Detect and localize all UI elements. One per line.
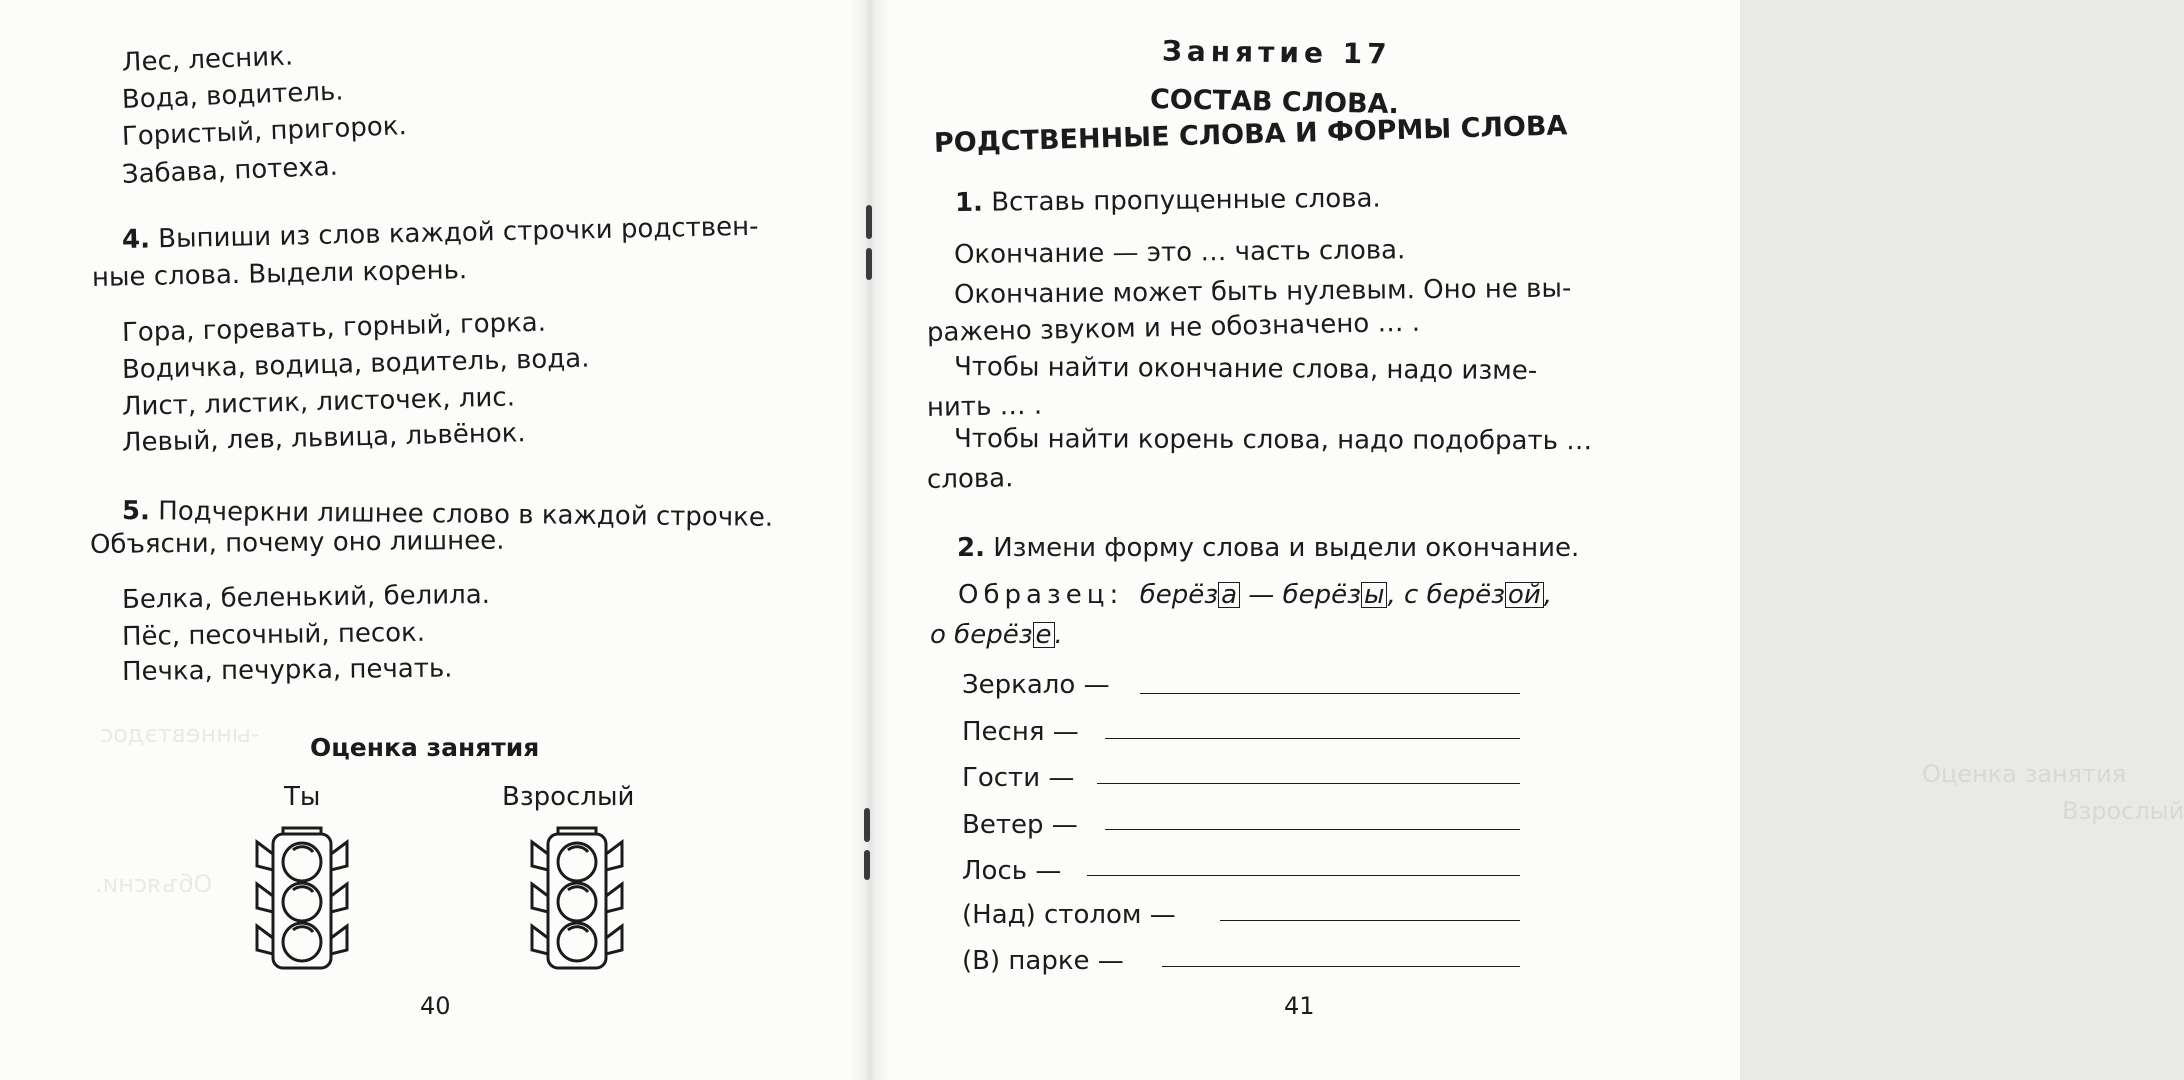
bleed-through-text: Объясни. [95, 870, 213, 898]
ending-box: а [1218, 582, 1240, 608]
intro-line: Забава, потеха. [121, 151, 339, 190]
sample-word: берёз [1282, 580, 1361, 610]
rating-title: Оценка занятия [310, 733, 540, 762]
word-prompt: Зеркало — [962, 670, 1110, 700]
ending-box: ы [1361, 582, 1388, 608]
task5-instruction-cont: Объясни, почему оно лишнее. [89, 525, 505, 560]
task2-number: 2. [957, 533, 985, 563]
task1-line: Окончание — это … часть слова. [953, 235, 1406, 270]
rating-you-label: Ты [284, 782, 321, 812]
sample-period: . [1054, 620, 1063, 650]
traffic-light-icon[interactable] [255, 826, 349, 972]
task2-sample-cont [930, 620, 1063, 650]
task5-number: 5. [121, 496, 151, 527]
binding-staple [864, 850, 870, 880]
task1-line: ражено звуком и не обозначено … . [926, 307, 1421, 348]
task4-instruction-cont: ные слова. Выдели корень. [91, 255, 468, 293]
lesson-title: Занятие 17 [1161, 34, 1392, 71]
word-prompt: Ветер — [962, 810, 1078, 840]
intro-line: Гористый, пригорок. [121, 111, 408, 152]
ending-box: е [1033, 622, 1055, 648]
binding-staple [866, 205, 872, 239]
left-page [0, 0, 866, 1080]
bleed-through-text: -ынневтэдос [100, 720, 260, 748]
right-page [872, 0, 2184, 1080]
sample-label: Образец: [958, 580, 1124, 610]
task4-row: Водичка, водица, водитель, вода. [121, 343, 590, 385]
answer-line[interactable] [1162, 966, 1520, 967]
task1-line: Чтобы найти окончание слова, надо изме- [953, 352, 1538, 387]
sample-comma: , [1387, 580, 1404, 610]
book-gutter [850, 0, 890, 1080]
sample-word: берёз [954, 620, 1033, 650]
binding-staple [864, 808, 870, 842]
section-heading: СОСТАВ СЛОВА. [1149, 84, 1400, 121]
answer-line[interactable] [1097, 783, 1520, 784]
task5-row: Белка, беленький, белила. [121, 579, 491, 615]
word-prompt: Гости — [962, 763, 1075, 793]
task5-row: Пёс, песочный, песок. [121, 617, 426, 652]
task1-line: Чтобы найти корень слова, надо подобрать … [953, 424, 1593, 457]
task4-row: Левый, лев, львица, львёнок. [121, 418, 526, 458]
bleed-through-text: Взрослый [2062, 797, 2184, 825]
binding-staple [866, 248, 872, 280]
task1-line: слова. [926, 463, 1014, 495]
task2-instruction [957, 533, 1579, 563]
task4-text: Выпиши из слов каждой строчки родствен- [157, 211, 759, 255]
sample-dash: — [1240, 580, 1283, 610]
page-number-left: 40 [420, 992, 451, 1020]
page-number-right: 41 [1284, 992, 1315, 1020]
word-prompt: Лось — [962, 856, 1062, 886]
ending-box: ой [1505, 582, 1544, 608]
rating-adult-label: Взрослый [502, 782, 635, 812]
task4-row: Гора, горевать, горный, горка. [121, 307, 547, 348]
sample-prefix: с [1404, 580, 1427, 610]
task4-row: Лист, листик, листочек, лис. [121, 382, 516, 422]
section-heading: РОДСТВЕННЫЕ СЛОВА И ФОРМЫ СЛОВА [933, 110, 1568, 159]
word-prompt: (Над) столом — [962, 900, 1176, 930]
answer-line[interactable] [1105, 829, 1520, 830]
sample-word: берёз [1139, 580, 1219, 610]
task1-line: нить … . [926, 390, 1043, 423]
task1-line: Окончание может быть нулевым. Оно не вы- [953, 273, 1572, 310]
task1-text: Вставь пропущенные слова. [991, 183, 1381, 218]
task4-instruction [122, 212, 759, 255]
intro-line: Вода, водитель. [121, 76, 345, 115]
task2-text: Измени форму слова и выдели окончание. [993, 533, 1580, 563]
bleed-through-text: Оценка занятия [1922, 760, 2127, 788]
task1-number: 1. [954, 187, 984, 218]
traffic-light-icon[interactable] [530, 826, 624, 972]
task5-text: Подчеркни лишнее слово в каждой строчке. [158, 496, 774, 533]
task4-number: 4. [121, 224, 151, 255]
task1-instruction [955, 184, 1381, 218]
task5-row: Печка, печурка, печать. [121, 653, 453, 687]
intro-line: Лес, лесник. [121, 41, 294, 78]
task2-sample [958, 580, 1552, 610]
word-prompt: (В) парке — [962, 946, 1124, 976]
sample-comma: , [1543, 580, 1552, 610]
word-prompt: Песня — [962, 717, 1079, 747]
answer-line[interactable] [1087, 875, 1520, 876]
sample-word: берёз [1426, 580, 1505, 610]
answer-line[interactable] [1105, 738, 1520, 739]
sample-prefix: о [930, 620, 955, 650]
answer-line[interactable] [1140, 693, 1520, 694]
answer-line[interactable] [1220, 920, 1520, 921]
